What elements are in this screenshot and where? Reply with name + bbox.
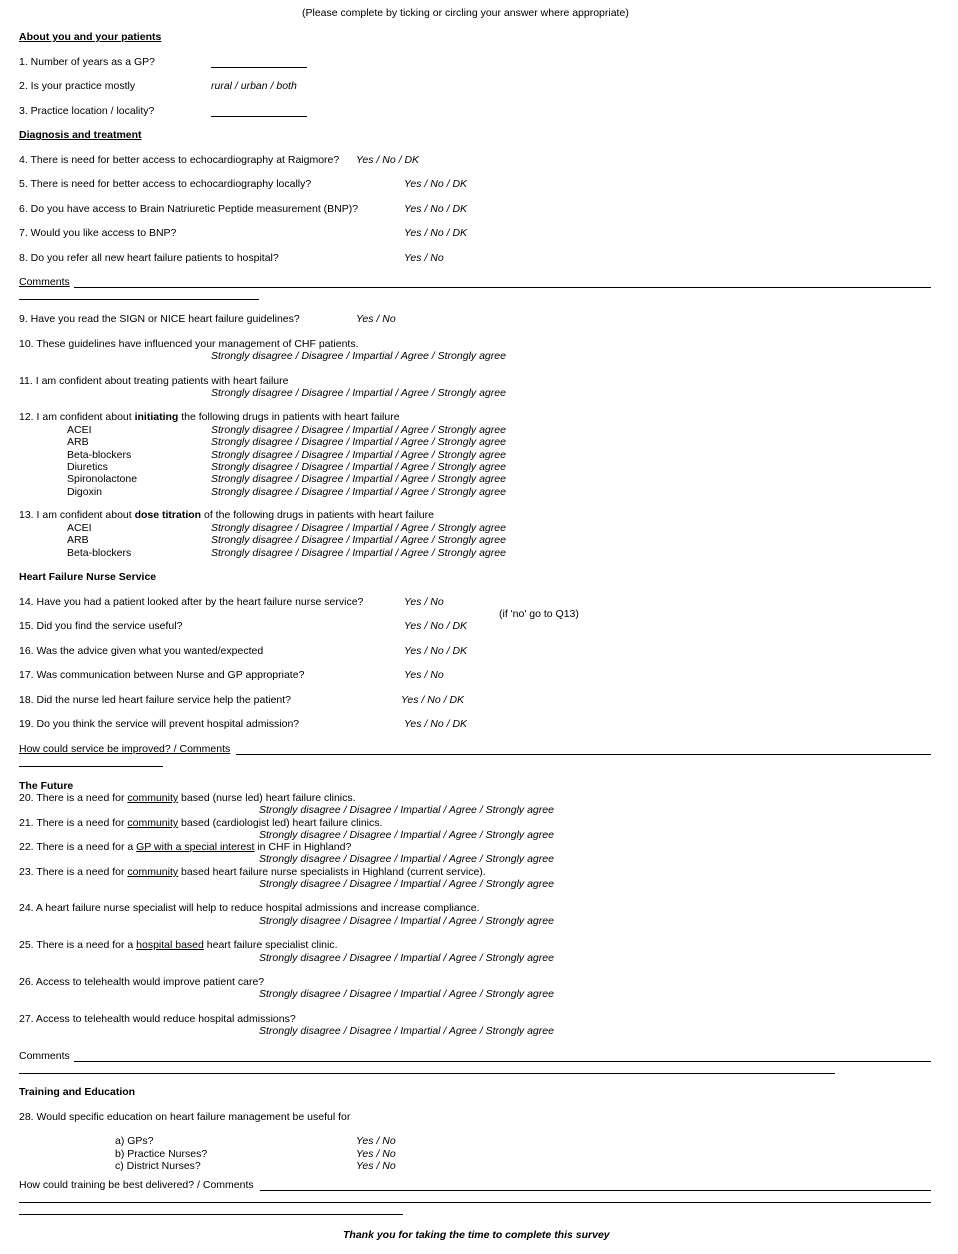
q19-text: 19. Do you think the service will prevent hospital admission?	[19, 718, 300, 730]
comments-1-label: Comments	[19, 276, 70, 288]
q28a-options[interactable]: Yes / No	[356, 1135, 396, 1147]
q14-options[interactable]: Yes / No	[404, 596, 444, 608]
drug-name: ACEI	[67, 424, 92, 436]
q10-options[interactable]: Strongly disagree / Disagree / Impartial / Agree / Strongly agree	[211, 350, 506, 362]
comments-3-label: Comments	[19, 1050, 70, 1062]
q15-options[interactable]: Yes / No / DK	[404, 620, 468, 632]
q15-text: 15. Did you find the service useful?	[19, 620, 183, 632]
drug-likert-options[interactable]: Strongly disagree / Disagree / Impartial / Agree / Strongly agree	[211, 485, 506, 498]
q2-options[interactable]: rural / urban / both	[211, 80, 297, 92]
drug-likert-options[interactable]: Strongly disagree / Disagree / Impartial / Agree / Strongly agree	[211, 436, 506, 449]
q2-text: 2. Is your practice mostly	[19, 80, 136, 92]
q18-text: 18. Did the nurse led heart failure service help the patient?	[19, 694, 292, 706]
drug-likert-options[interactable]: Strongly disagree / Disagree / Impartial / Agree / Strongly agree	[211, 424, 506, 436]
q5-options[interactable]: Yes / No / DK	[404, 178, 468, 190]
q23-text: 23. There is a need for community based heart failure nurse specialists in Highland (current service).	[19, 866, 486, 878]
drug-likert-options[interactable]: Strongly disagree / Disagree / Impartial / Agree / Strongly agree	[211, 448, 506, 461]
q13-text: 13. I am confident about dose titration of the following drugs in patients with heart failure	[19, 509, 434, 521]
q17-options[interactable]: Yes / No	[404, 669, 444, 681]
drug-name: Spironolactone	[67, 473, 138, 486]
drug-name: ARB	[67, 436, 89, 449]
q27-options[interactable]: Strongly disagree / Disagree / Impartial / Agree / Strongly agree	[259, 1025, 554, 1037]
section-diagnosis: Diagnosis and treatment	[19, 129, 142, 141]
section-about: About you and your patients	[19, 31, 162, 43]
comments-2-line[interactable]	[236, 754, 931, 755]
q3-answer-line[interactable]	[211, 116, 307, 117]
q24-text: 24. A heart failure nurse specialist will help to reduce hospital admissions and increase compliance.	[19, 902, 480, 914]
q22-text: 22. There is a need for a GP with a special interest in CHF in Highland?	[19, 841, 352, 853]
q4-options[interactable]: Yes / No / DK	[356, 154, 420, 166]
q22-options[interactable]: Strongly disagree / Disagree / Impartial / Agree / Strongly agree	[259, 853, 554, 865]
q28b-text: b) Practice Nurses?	[115, 1148, 208, 1160]
drug-name: Beta-blockers	[67, 448, 132, 461]
section-training: Training and Education	[19, 1086, 136, 1098]
comments-4-label: How could training be best delivered? / Comments	[19, 1179, 254, 1191]
q25-text: 25. There is a need for a hospital based heart failure specialist clinic.	[19, 939, 338, 951]
q18-options[interactable]: Yes / No / DK	[401, 694, 465, 706]
q8-text: 8. Do you refer all new heart failure patients to hospital?	[19, 252, 279, 264]
q27-text: 27. Access to telehealth would reduce hospital admissions?	[19, 1013, 296, 1025]
drug-name: Diuretics	[67, 460, 108, 473]
q20-text: 20. There is a need for community based (nurse led) heart failure clinics.	[19, 792, 356, 804]
thank-you-note: Thank you for taking the time to complete this survey	[343, 1229, 610, 1241]
q8-options[interactable]: Yes / No	[404, 252, 444, 264]
q10-text: 10. These guidelines have influenced your management of CHF patients.	[19, 338, 359, 350]
comments-2-label: How could service be improved? / Comments	[19, 743, 231, 755]
drug-name: Digoxin	[67, 485, 103, 498]
q14-note: (if 'no' go to Q13)	[499, 608, 579, 620]
drug-name: ACEI	[67, 522, 92, 534]
q26-options[interactable]: Strongly disagree / Disagree / Impartial / Agree / Strongly agree	[259, 988, 554, 1000]
q28c-options[interactable]: Yes / No	[356, 1160, 396, 1172]
q1-answer-line[interactable]	[211, 67, 307, 68]
q3-text: 3. Practice location / locality?	[19, 105, 155, 117]
drug-name: Beta-blockers	[67, 546, 132, 559]
q11-text: 11. I am confident about treating patients with heart failure	[19, 375, 289, 387]
drug-likert-options[interactable]: Strongly disagree / Disagree / Impartial / Agree / Strongly agree	[211, 473, 506, 486]
q6-options[interactable]: Yes / No / DK	[404, 203, 468, 215]
q20-options[interactable]: Strongly disagree / Disagree / Impartial / Agree / Strongly agree	[259, 804, 554, 816]
q28c-text: c) District Nurses?	[115, 1160, 201, 1172]
q14-text: 14. Have you had a patient looked after by the heart failure nurse service?	[19, 596, 364, 608]
q25-options[interactable]: Strongly disagree / Disagree / Impartial / Agree / Strongly agree	[259, 952, 554, 964]
q21-text: 21. There is a need for community based (cardiologist led) heart failure clinics.	[19, 817, 383, 829]
q19-options[interactable]: Yes / No / DK	[404, 718, 468, 730]
q5-text: 5. There is need for better access to echocardiography locally?	[19, 178, 312, 190]
q17-text: 17. Was communication between Nurse and GP appropriate?	[19, 669, 305, 681]
comments-1-line[interactable]	[74, 287, 931, 288]
section-future: The Future	[19, 780, 74, 792]
q21-options[interactable]: Strongly disagree / Disagree / Impartial / Agree / Strongly agree	[259, 829, 554, 841]
drug-name: ARB	[67, 534, 89, 547]
comments-3-line-2[interactable]	[19, 1073, 835, 1074]
q28-text: 28. Would specific education on heart failure management be useful for	[19, 1111, 351, 1123]
comments-4-line-3[interactable]	[19, 1214, 403, 1215]
drug-likert-options[interactable]: Strongly disagree / Disagree / Impartial / Agree / Strongly agree	[211, 546, 506, 559]
comments-4-line-2[interactable]	[19, 1202, 931, 1203]
q6-text: 6. Do you have access to Brain Natriuretic Peptide measurement (BNP)?	[19, 203, 359, 215]
comments-3-line[interactable]	[74, 1061, 931, 1062]
q16-text: 16. Was the advice given what you wanted/expected	[19, 645, 264, 657]
drug-likert-options[interactable]: Strongly disagree / Disagree / Impartial / Agree / Strongly agree	[211, 522, 506, 534]
q28b-options[interactable]: Yes / No	[356, 1148, 396, 1160]
q26-text: 26. Access to telehealth would improve patient care?	[19, 976, 265, 988]
comments-2-line-2[interactable]	[19, 766, 163, 767]
q9-options[interactable]: Yes / No	[356, 313, 396, 325]
comments-4-line[interactable]	[260, 1190, 931, 1191]
instructions: (Please complete by ticking or circling your answer where appropriate)	[302, 7, 629, 19]
comments-1-line-2[interactable]	[19, 299, 259, 300]
q23-options[interactable]: Strongly disagree / Disagree / Impartial / Agree / Strongly agree	[259, 878, 554, 890]
drug-likert-options[interactable]: Strongly disagree / Disagree / Impartial / Agree / Strongly agree	[211, 534, 506, 547]
q12-text: 12. I am confident about initiating the following drugs in patients with heart failure	[19, 411, 400, 423]
q24-options[interactable]: Strongly disagree / Disagree / Impartial / Agree / Strongly agree	[259, 915, 554, 927]
q7-text: 7. Would you like access to BNP?	[19, 227, 177, 239]
q1-text: 1. Number of years as a GP?	[19, 56, 155, 68]
q4-text: 4. There is need for better access to echocardiography at Raigmore?	[19, 154, 340, 166]
section-nurse: Heart Failure Nurse Service	[19, 571, 157, 583]
drug-likert-options[interactable]: Strongly disagree / Disagree / Impartial / Agree / Strongly agree	[211, 460, 506, 473]
q11-options[interactable]: Strongly disagree / Disagree / Impartial / Agree / Strongly agree	[211, 387, 506, 399]
q7-options[interactable]: Yes / No / DK	[404, 227, 468, 239]
q16-options[interactable]: Yes / No / DK	[404, 645, 468, 657]
q28a-text: a) GPs?	[115, 1135, 154, 1147]
q9-text: 9. Have you read the SIGN or NICE heart failure guidelines?	[19, 313, 300, 325]
